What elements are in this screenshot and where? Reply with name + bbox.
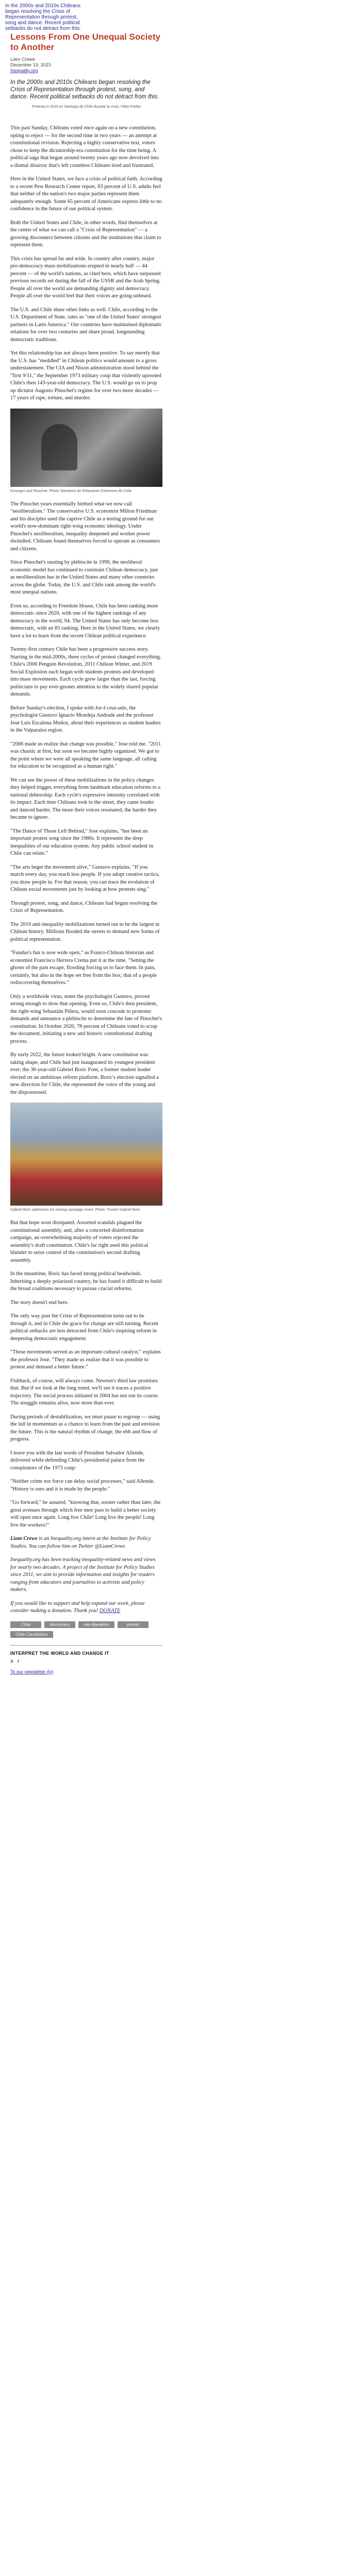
paragraph: "The Dance of Those Left Behind," Jose explains, "has been an important protest song since the 1980s. It represents the deep inequalities of our education system. Any public school student in Chile can relate." <box>10 828 154 856</box>
paragraph: But that hope soon dissipated. Assorted scandals plagued the constitutional assembly, and, after a concerted disinformation campaign, an overwhelming majority of voters rejected the assembly's draft constitution. Chile's far right used this political blunder to seize control of the constitution's second drafting assembly. <box>10 1220 149 1263</box>
paragraph: Both the United States and Chile, in other words, find themselves at the center of what we can call a "Crisis of Representation" — a growing disconnect between citizens and the institutions that claim to represent them. <box>10 219 161 248</box>
paragraph: We can see the power of these mobilizations in the policy changes they helped trigger, everything from landmark education reforms to a national debtorship. Each cycle's expressive intensity correlated with its impact. Each time Chileans took to the street, they came louder and danced harder. The more their voices resonated, the harder they became to ignore. <box>10 777 161 820</box>
paragraph: "2006 made us realize that change was possible," Jose told me. "2011 was chaotic at first, but soon we became highly organized. We got to the point where we were all speaking the same language, all calling for education to be recognized as a human right." <box>10 741 161 769</box>
paragraph: The Pinochet years essentially birthed what we now call "neoliberalism." The conservative U.S. economist Milton Friedman and his disciples used the captive Chile as a testing ground for our world's now-dominant right-wing economic ideology. Under Pinochet's neoliberalism, inequality deepened and worker power dwindled. Chileans found themselves forced to operate as consumers and citizens. <box>10 501 160 552</box>
paragraph: Yet this relationship has not always been positive. To say merely that the U.S. has "meddled" in Chilean politics would amount to a gross understatement. The CIA and Nixon administration stood behind the "first 9/11," the September 1973 military coup that violently uprooted Chile's then 143-year-old democracy. The U.S. would go on to prop up dictator Augusto Pinochet's regime for over two more decades — 17 years of rape, torture, and murder. <box>10 350 161 401</box>
paragraph: This crisis has spread far and wide. In country after country, major pro-democracy mass mobilizations erupted in nearly half — 44 percent — of the world's nations, as cited here, which have surpassed previous records set during the fall of the USSR and the Arab Spring. People all over the world are demanding dignity and democracy. People all over the world feel that their voices are going unheard. <box>10 256 161 299</box>
paragraph: I leave you with the last words of President Salvador Allende, delivered while defending Chile's presidential palace from the conspirators of the 1973 coup: <box>10 1450 145 1471</box>
donate-appeal <box>10 1600 162 1615</box>
paragraph: Twenty-first century Chile has been a progressive success story. Starting in the mid-2000s, three cycles of protest changed everything. Chile's 2006 Penguin Revolution, 2011 Chilean Winter, and 2019 Social Explosion each began with students protests and developed into mass movements. Each cycle grew larger than the last, forcing politicians to pay ever-greater attention to the widely shared popular demands. <box>10 647 161 697</box>
paragraph: The U.S. and Chile share other links as well. Chile, according to the U.S. Department of State, rates as "one of the United States' strongest partners in Latin America." Our countries have maintained diplomatic relations for over two centuries and share proud, longstanding democratic traditions. <box>10 307 162 343</box>
newsletter-link[interactable]: To our newsletter (ly) <box>10 1669 54 1674</box>
paragraph: "Fundus's fun is now wide open," as Franco-Chilean historian and economist Francisco Herrera Crema put it at the time. "Setting the ghosts of the past escape, flooding forcing us to face them. In pain, certainly, but also in the hope set free from the box; that of a people rediscovering themselves." <box>10 950 157 986</box>
photo-caption: Kissinger and Pinochet. Photo: Ministerio de Relaciones Exteriores de Chile <box>10 489 132 493</box>
kissinger-pinochet-photo <box>10 409 162 487</box>
paragraph: In the meantime, Boric has faced strong political headwinds. Inheriting a deeply polarized country, he has found it difficult to build the broad coalitions necessary to pursue crucial reforms. <box>10 1271 162 1292</box>
author-bio <box>10 1535 162 1550</box>
x-icon[interactable]: X <box>10 1658 14 1664</box>
paragraph: By early 2022, the future looked bright. A new constitution was taking shape, and Chile had just inaugurated its youngest president ever: the 36-year-old Gabriel Boric Font, a former student leader elected on an ambitious reform platform. Boric's election signalled a new direction for Chile, the represented the voice of the young and the dispossessed. <box>10 1052 159 1095</box>
paragraph: "The arts beget the movement alive," Gustavo explains. "If you march every day, you reach less people. If you adopt creative tactics, you draw people in. For that reason, you can trace the evolution of Chilean social movements just by looking at how protests sing." <box>10 864 160 892</box>
article <box>10 32 162 1679</box>
tag-link[interactable]: democracy <box>44 1621 75 1628</box>
paragraph: During periods of destabilization, we must pause to regroup — using the lull in momentum as a chance to learn from the past and envision the future. This is the natural rhythm of change, the ebb and flow of progress. <box>10 1414 160 1442</box>
bio-text: is an Inequality.org intern at the Institute for Policy Studies. You can follow him on Twitter @LiamCrewe. <box>10 1536 151 1549</box>
about-text: Inequality.org has been tracking inequality-related news and views for nearly two decades. A project of the Institute for Policy Studies since 2011, we aim to provide information and insights for readers ranging from educators and journalists to activists and policy makers. <box>10 1557 156 1592</box>
paragraph: This past Sunday, Chileans voted once again on a new constitution, opting to reject — for the second time in two years — an attempt at constitutional revision. Rejecting a highly conservative text, voters chose to keep the dictatorship-era constitution for the time being. A political saga that began around twenty years ago now devolved into a dismal disarray that's left countless Chileans tired and frustrated. <box>10 125 159 168</box>
byline <box>10 57 162 74</box>
site-link[interactable]: Inequality.org <box>10 68 38 73</box>
dek-footnote: Protesta in 2019 en Santiago de Chile durante la crisis / Mitzi Parfan <box>31 105 141 109</box>
paragraph: The story doesn't end here. <box>10 1299 69 1306</box>
paragraph: "These movements served as an important cultural catalyst," explains the professor José. "They made us realize that it was possible to protest and demand a better future." <box>10 1349 161 1370</box>
paragraph: Even so, according to Freedom House, Chile has been ranking more democratic since 2020, with one of the highest rankings of any democracy in the world, 94. The United States has only become less democratic, with an 83 ranking. Here in the United States, we clearly have a lot to learn from the recent Chilean political experience. <box>10 603 160 639</box>
facebook-icon[interactable]: f <box>18 1658 19 1664</box>
tag-link[interactable]: neo-liberalism <box>78 1621 114 1628</box>
bio-author: Liam Crewe <box>10 1536 38 1541</box>
date: December 19, 2023 <box>10 62 52 67</box>
paragraph: Fishback, of course, will always come. Newton's third law promises that. But if we look at the long trend, we'll see it traces a positive trajectory. The social process initiated in 2004 has not run its course. The struggle remains alive, now more than ever. <box>10 1378 159 1406</box>
paragraph: The only way past the Crisis of Representation turns out to be through it, and in Chile the grace for change are still turning. Recent political setbacks are less detracted from Chile's inspiring reform in deepening democratic engagement. <box>10 1313 158 1342</box>
paragraph: The 2019 anti-inequality mobilizations turned out to be the largest in Chilean history. Millions flooded the streets to demand new forms of political representation. <box>10 921 160 942</box>
paragraph: "Go forward," he assured, "knowing that, sooner rather than later, the great avenues through which free men pass to build a better society will open once again. Long live Chile! Long live the people! Long live the workers!" <box>10 1500 161 1528</box>
donate-appeal-text: If you would like to support and help expand our work, please consider making a donation. Thank you! <box>10 1600 145 1614</box>
paragraph: Here in the United States, we face a crisis of political faith. According to a recent Pew Research Center report, 63 percent of U.S. adults feel that neither of the nation's two major parties represent them adequately enough. Some 65 percent of Americans express little to no confidence in the future of our political system. <box>10 176 162 212</box>
divider <box>10 1645 162 1646</box>
top-note: In the 2000s and 2010s Chileans began resolving the Crisis of Representation through protest, song and dance. Recent political setbacks do not detract from this. <box>5 3 81 31</box>
paragraph: Before Sunday's election, I spoke with Jos é cruz-udo, the psychologist Gustavo Ignacio Mondeja Andrade and the professor José Luis Escalona Muñoz, about their experiences as student leaders in the Valparaíso region. <box>10 705 161 733</box>
donate-link[interactable]: DONATE <box>99 1608 121 1614</box>
social-links <box>10 1659 162 1664</box>
photo-caption: Gabriel Boric addresses his closing campaign event. Photo: Tricolor Gabriel Boric <box>10 1208 141 1212</box>
paragraph: "Neither crime nor force can delay social processes," said Allende. "History is ours and it is made by the people." <box>10 1479 155 1492</box>
tag-list <box>10 1621 162 1638</box>
tag-link[interactable]: Chile Constitution <box>10 1631 53 1638</box>
paragraph: Since Pinochet's ousting by plebiscite in 1990, the neoliberal economic model has continued to constrain Chilean democracy, just as neoliberalism has in the United States and many other countries across the globe. Today, the U.S. and Chile rank among the world's most unequal nations. <box>10 560 158 595</box>
footer-heading: INTERPRET THE WORLD AND CHANGE IT <box>10 1650 109 1656</box>
dek: In the 2000s and 2010s Chileans began resolving the Crisis of Representation through protest, song, and dance. Recent political setbacks do not detract from this. <box>10 79 159 100</box>
paragraph: Only a worldwide virus, notes the psychologist Gustavo, proved strong enough to slow that opening. Even so, Chile's then president, the right-wing Sebastián Piñera, would soon concede to protester demands and announce a plebiscite to determine the fate of Pinochet's constitution. In October 2020, 78 percent of Chileans voted to scrap the document, initiating a new and historic constitutional drafting process. <box>10 993 162 1044</box>
tag-link[interactable]: Chile <box>10 1621 41 1628</box>
boric-campaign-photo <box>10 1103 162 1206</box>
author: Liam Crewe <box>10 57 36 62</box>
paragraph: Through protest, song, and dance, Chileans had begun resolving the Crisis of Representation. <box>10 900 158 913</box>
tag-link[interactable]: protest <box>118 1621 149 1628</box>
article-title: Lessons From One Unequal Society to Another <box>10 32 160 52</box>
